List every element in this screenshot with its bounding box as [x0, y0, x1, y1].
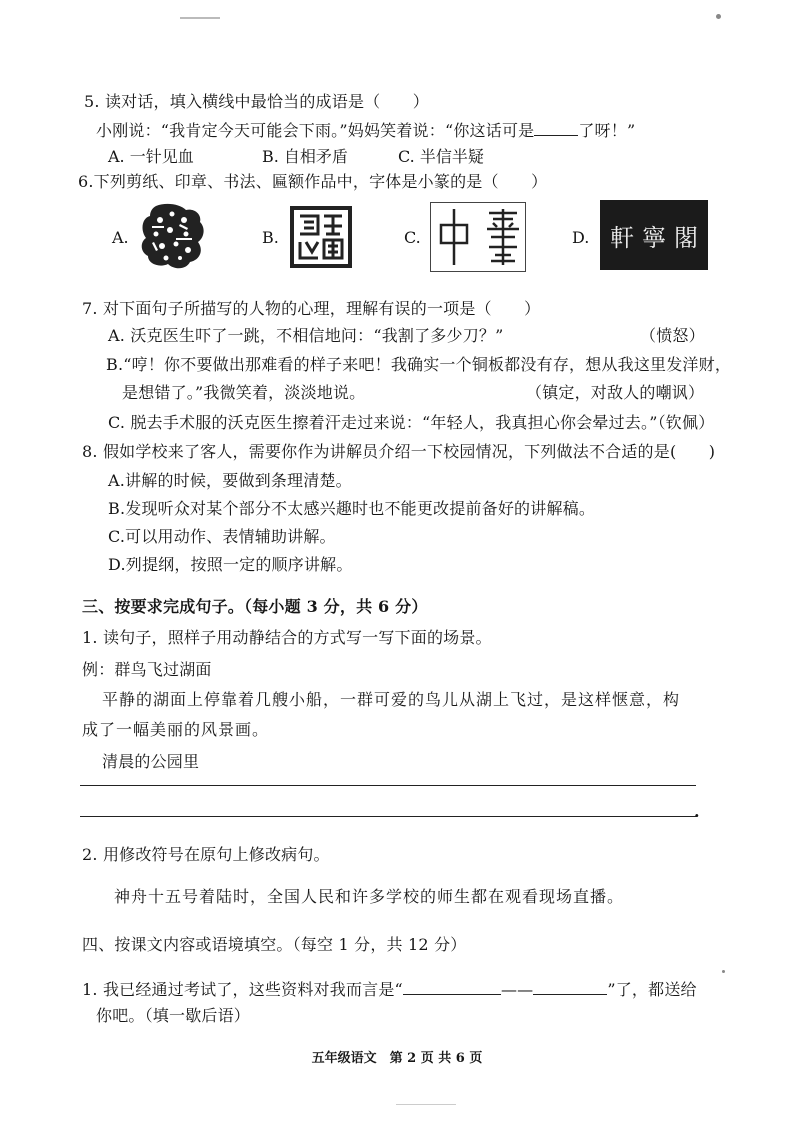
q6-d-char-1: 軒: [610, 223, 634, 252]
section3-heading: 三、按要求完成句子。（每小题 3 分，共 6 分）: [82, 597, 428, 616]
writing-line-2[interactable]: [80, 816, 696, 817]
section4-heading: 四、按课文内容或语境填空。（每空 1 分，共 12 分）: [82, 935, 467, 954]
q5-dialog-part2: 了呀！”: [578, 121, 636, 140]
xiehouyu-blank-2[interactable]: [533, 978, 607, 995]
q5-question: 5. 读对话，填入横线中最恰当的成语是（ ）: [84, 92, 429, 111]
writing-line-1[interactable]: [80, 785, 696, 786]
q8-option-d[interactable]: D.列提纲，按照一定的顺序讲解。: [108, 555, 353, 574]
page-footer: 五年级语文 第 2 页 共 6 页: [311, 1051, 483, 1066]
q6-question: 6.下列剪纸、印章、书法、匾额作品中，字体是小篆的是（ ）: [78, 172, 548, 191]
section4-q1-line1: [82, 978, 697, 1000]
q6-label-a[interactable]: A.: [112, 228, 129, 247]
q8-option-a[interactable]: A.讲解的时候，要做到条理清楚。: [108, 471, 352, 490]
q5-dialog-part1: 小刚说：“我肯定今天可能会下雨。”妈妈笑着说：“你这话可是: [96, 121, 535, 140]
q5-dialog: [96, 119, 635, 141]
q6-label-d[interactable]: D.: [572, 228, 590, 247]
section3-example-line1: 平静的湖面上停靠着几艘小船，一群可爱的鸟儿从湖上飞过，是这样惬意，构: [102, 690, 681, 709]
section3-prompt: 清晨的公园里: [102, 752, 200, 771]
q7-option-b-line2: 是想错了。”我微笑着，淡淡地说。: [122, 383, 366, 402]
q7-option-a[interactable]: A. 沃克医生吓了一跳，不相信地问：“我割了多少刀？”: [108, 326, 504, 345]
section3-example-line2: 成了一幅美丽的风景画。: [82, 720, 270, 739]
q5-option-b[interactable]: B. 自相矛盾: [262, 147, 348, 166]
scan-speck: [180, 17, 220, 19]
scan-speck: [722, 970, 725, 973]
q5-option-c[interactable]: C. 半信半疑: [398, 147, 484, 166]
q6-d-char-2: 寧: [642, 223, 666, 252]
seal-script-calligraphy-icon: [431, 203, 525, 271]
q7-option-a-note: （愤怒）: [640, 326, 705, 345]
q8-option-b[interactable]: B.发现听众对某个部分不太感兴趣时也不能更改提前备好的讲解稿。: [108, 499, 596, 518]
q6-seal-image[interactable]: [290, 206, 352, 268]
q5-answer-blank[interactable]: [534, 119, 578, 136]
q5-option-a[interactable]: A. 一针见血: [108, 147, 194, 166]
section4-q1-line2: 你吧。（填一歇后语）: [96, 1006, 251, 1025]
scan-speck: [396, 1104, 456, 1105]
q6-plaque-image[interactable]: [600, 200, 708, 270]
section4-q1-part2: ”了，都送给: [607, 980, 697, 999]
section3-example-label: 例：群鸟飞过湖面: [82, 660, 212, 679]
q7-option-b-note: （镇定，对敌人的嘲讽）: [526, 383, 705, 402]
paper-cut-icon: [136, 200, 208, 272]
q6-calligraphy-image[interactable]: [430, 202, 526, 272]
q6-d-char-3: 閣: [674, 223, 698, 252]
section3-q2-sentence[interactable]: 神舟十五号着陆时，全国人民和许多学校的师生都在观看现场直播。: [114, 887, 625, 906]
q6-label-b[interactable]: B.: [262, 228, 279, 247]
q8-option-c[interactable]: C.可以用动作、表情辅助讲解。: [108, 527, 336, 546]
q6-paper-cut-image[interactable]: [136, 200, 208, 272]
xiehouyu-dash: ——: [500, 980, 534, 999]
section3-q1: 1. 读句子，照样子用动静结合的方式写一写下面的场景。: [82, 628, 492, 647]
q6-label-c[interactable]: C.: [404, 228, 421, 247]
q8-question: 8. 假如学校来了客人，需要你作为讲解员介绍一下校园情况，下列做法不合适的是( ): [82, 442, 716, 461]
q7-option-b-line1[interactable]: B.“哼！你不要做出那难看的样子来吧！我确实一个铜板都没有存，想从我这里发洋财，: [106, 355, 732, 374]
q7-question: 7. 对下面句子所描写的人物的心理，理解有误的一项是（ ）: [82, 299, 541, 318]
seal-icon: [290, 206, 352, 268]
writing-end-mark: .: [694, 802, 700, 821]
q7-option-c[interactable]: C. 脱去手术服的沃克医生擦着汗走过来说：“年轻人，我真担心你会晕过去。”（钦佩）: [108, 413, 715, 432]
scan-speck: [716, 14, 721, 19]
section3-q2: 2. 用修改符号在原句上修改病句。: [82, 845, 330, 864]
xiehouyu-blank-1[interactable]: [403, 978, 501, 995]
section4-q1-part1: 1. 我已经通过考试了，这些资料对我而言是“: [82, 980, 403, 999]
